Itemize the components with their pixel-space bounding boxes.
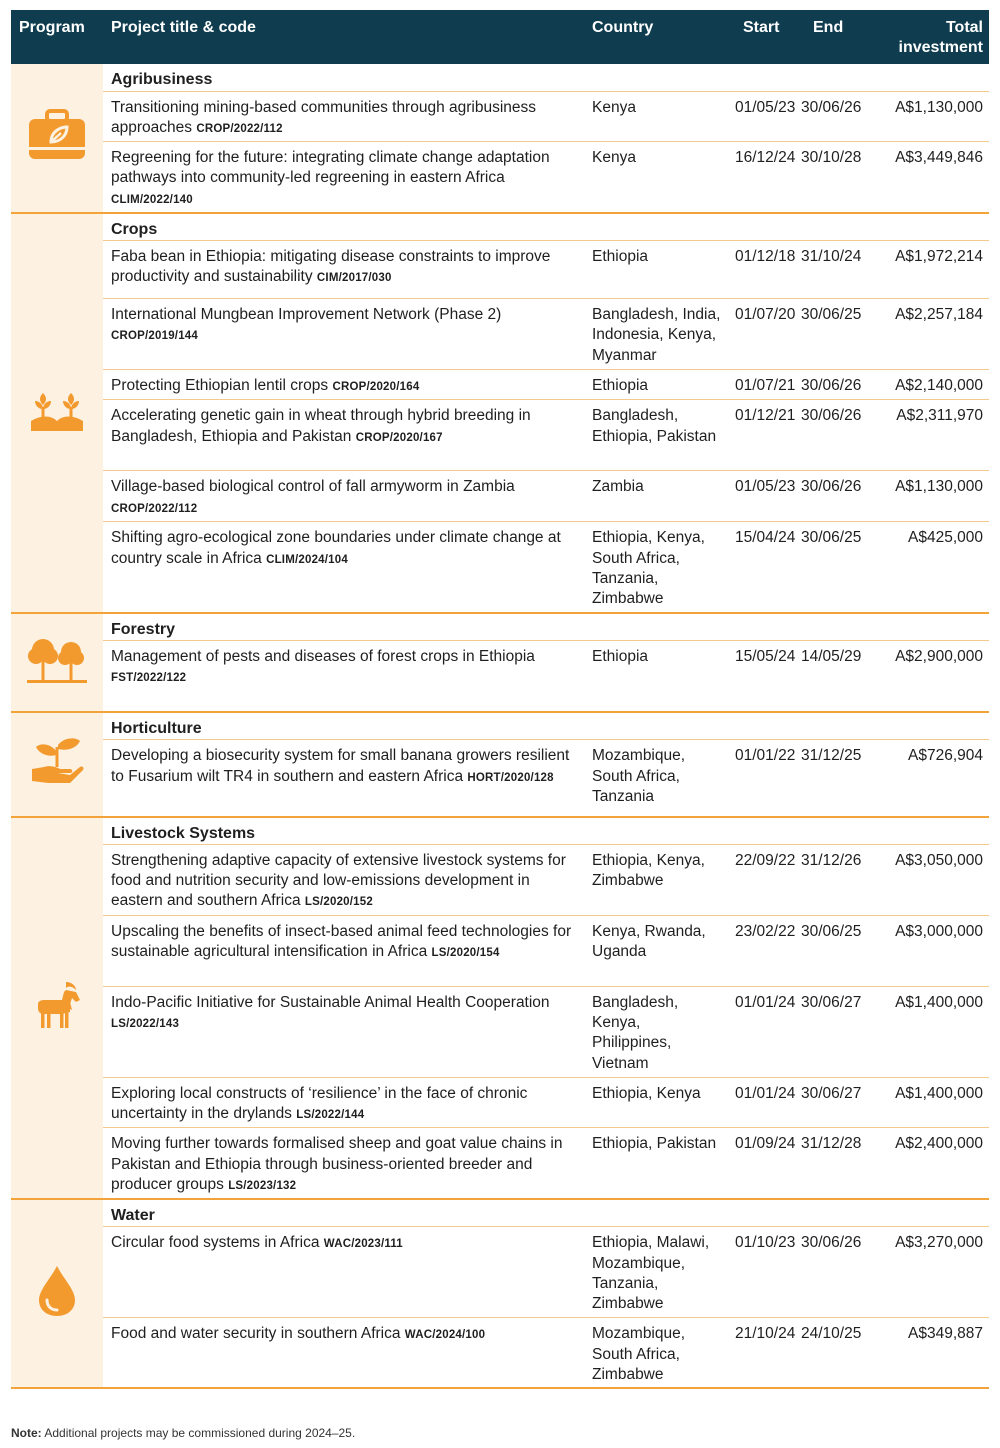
project-title: Exploring local constructs of ‘resilience’ in the face of chronic uncertainty in the drylands (111, 1084, 528, 1123)
project-code: CROP/2020/164 (332, 380, 420, 393)
project-country: Ethiopia (584, 240, 731, 298)
table-row (11, 142, 989, 213)
project-start: 22/09/22 (731, 844, 799, 915)
project-start: 16/12/24 (731, 142, 799, 213)
project-title: Protecting Ethiopian lentil crops (111, 376, 329, 394)
project-title-cell (103, 471, 584, 522)
header-program: Program (11, 10, 103, 64)
project-title-cell (103, 1077, 584, 1128)
project-start: 23/02/22 (731, 915, 799, 986)
project-end: 30/06/25 (799, 522, 871, 613)
project-total: A$1,130,000 (871, 471, 989, 522)
header-start: Start (731, 10, 799, 64)
project-start: 01/01/24 (731, 986, 799, 1077)
header-total: Total investment (871, 10, 989, 64)
project-title-cell (103, 986, 584, 1077)
project-code: LS/2022/144 (296, 1109, 365, 1122)
project-title: Developing a biosecurity system for small banana growers resilient to Fusarium wilt TR4 in southern and eastern Africa (111, 747, 570, 785)
project-code: LS/2020/154 (431, 947, 500, 960)
table-row (11, 1128, 989, 1199)
project-total: A$1,400,000 (871, 1077, 989, 1128)
project-title-cell (103, 1318, 584, 1388)
project-title-cell (103, 240, 584, 298)
table-row (11, 91, 989, 142)
table-row (11, 986, 989, 1077)
project-end: 24/10/25 (799, 1318, 871, 1388)
table-row (11, 844, 989, 915)
project-table (11, 10, 989, 1389)
table-header (11, 10, 989, 64)
project-start: 01/07/21 (731, 369, 799, 399)
table-row (11, 1077, 989, 1128)
project-country: Ethiopia, Kenya, South Africa, Tanzania, Zimbabwe (584, 522, 731, 613)
project-total: A$2,140,000 (871, 369, 989, 399)
section-row-agribusiness (11, 64, 989, 91)
project-title-cell (103, 844, 584, 915)
project-title-cell (103, 298, 584, 369)
table-row (11, 369, 989, 399)
section-title: Crops (103, 213, 989, 241)
project-total: A$2,311,970 (871, 400, 989, 471)
section-title: Forestry (103, 613, 989, 641)
project-code: HORT/2020/128 (467, 771, 554, 784)
project-title: Circular food systems in Africa (111, 1234, 320, 1252)
table-row (11, 522, 989, 613)
project-title-cell (103, 400, 584, 471)
section-title: Agribusiness (103, 64, 989, 91)
table-row (11, 471, 989, 522)
project-country: Ethiopia, Malawi, Mozambique, Tanzania, Zimbabwe (584, 1227, 731, 1318)
project-title: International Mungbean Improvement Network (Phase 2) (111, 305, 502, 323)
project-code: CROP/2020/167 (355, 431, 443, 444)
project-title-cell (103, 91, 584, 142)
program-icon-cell (11, 817, 103, 1199)
project-end: 31/12/28 (799, 1128, 871, 1199)
project-country: Ethiopia (584, 369, 731, 399)
project-end: 31/10/24 (799, 240, 871, 298)
note-text: Additional projects may be commissioned during 2024–25. (44, 1426, 356, 1440)
project-start: 15/04/24 (731, 522, 799, 613)
project-start: 01/10/23 (731, 1227, 799, 1318)
section-title: Water (103, 1199, 989, 1227)
project-total: A$349,887 (871, 1318, 989, 1388)
table-row (11, 298, 989, 369)
project-total: A$1,400,000 (871, 986, 989, 1077)
program-icon-cell (11, 1199, 103, 1388)
project-title-cell (103, 522, 584, 613)
note-label: Note: (11, 1426, 42, 1440)
water-drop-icon (37, 1305, 77, 1322)
table-row (11, 915, 989, 986)
project-country: Ethiopia, Kenya, Zimbabwe (584, 844, 731, 915)
project-country: Bangladesh, India, Indonesia, Kenya, Myanmar (584, 298, 731, 369)
project-country: Mozambique, South Africa, Zimbabwe (584, 1318, 731, 1388)
project-start: 01/09/24 (731, 1128, 799, 1199)
project-code: FST/2022/122 (111, 672, 187, 685)
project-code: LS/2020/152 (304, 896, 373, 909)
project-total: A$1,972,214 (871, 240, 989, 298)
project-end: 31/12/26 (799, 844, 871, 915)
project-total: A$425,000 (871, 522, 989, 613)
project-start: 01/05/23 (731, 471, 799, 522)
project-title-cell (103, 1227, 584, 1318)
project-end: 14/05/29 (799, 640, 871, 712)
project-end: 30/06/26 (799, 1227, 871, 1318)
project-title: Accelerating genetic gain in wheat through hybrid breeding in Bangladesh, Ethiopia and Pakistan (111, 407, 531, 445)
table-row (11, 400, 989, 471)
project-end: 30/06/26 (799, 400, 871, 471)
project-start: 01/12/18 (731, 240, 799, 298)
project-code: CROP/2022/112 (111, 502, 198, 515)
project-code: WAC/2024/100 (404, 1329, 486, 1342)
project-country: Kenya, Rwanda, Uganda (584, 915, 731, 986)
project-title-cell (103, 740, 584, 817)
project-title: Strengthening adaptive capacity of extensive livestock systems for food and nutrition security and low-emissions development in eastern and southern Africa (111, 851, 566, 910)
project-country: Bangladesh, Kenya, Philippines, Vietnam (584, 986, 731, 1077)
header-title: Project title & code (103, 10, 584, 64)
project-code: WAC/2023/111 (323, 1238, 403, 1251)
project-total: A$726,904 (871, 740, 989, 817)
project-country: Kenya (584, 91, 731, 142)
project-code: CLIM/2024/104 (266, 553, 348, 566)
project-start: 01/12/21 (731, 400, 799, 471)
project-code: CROP/2019/144 (111, 330, 198, 343)
project-start: 01/05/23 (731, 91, 799, 142)
program-icon-cell (11, 613, 103, 713)
project-code: LS/2023/132 (228, 1179, 297, 1192)
section-row-crops (11, 213, 989, 241)
section-row-livestock-systems (11, 817, 989, 845)
project-end: 30/06/25 (799, 915, 871, 986)
header-country: Country (584, 10, 731, 64)
section-title: Horticulture (103, 712, 989, 740)
briefcase-leaf-icon (27, 148, 87, 165)
project-title: Faba bean in Ethiopia: mitigating disease constraints to improve productivity and sustainability (111, 247, 551, 286)
project-start: 01/07/20 (731, 298, 799, 369)
header-end: End (799, 10, 871, 64)
project-code: CLIM/2022/140 (111, 193, 193, 206)
project-total: A$3,270,000 (871, 1227, 989, 1318)
project-end: 30/06/26 (799, 369, 871, 399)
project-code: LS/2022/143 (111, 1018, 180, 1031)
table-row (11, 1227, 989, 1318)
project-end: 30/06/27 (799, 986, 871, 1077)
project-title-cell (103, 640, 584, 712)
project-start: 15/05/24 (731, 640, 799, 712)
table-row (11, 240, 989, 298)
project-title: Management of pests and diseases of forest crops in Ethiopia (111, 647, 535, 665)
project-end: 30/06/26 (799, 471, 871, 522)
project-table-wrapper (11, 10, 989, 1389)
program-icon-cell (11, 64, 103, 213)
project-title-cell (103, 915, 584, 986)
project-title: Indo-Pacific Initiative for Sustainable Animal Health Cooperation (111, 993, 550, 1011)
section-title: Livestock Systems (103, 817, 989, 845)
project-end: 30/10/28 (799, 142, 871, 213)
project-total: A$2,900,000 (871, 640, 989, 712)
project-total: A$2,257,184 (871, 298, 989, 369)
project-country: Bangladesh, Ethiopia, Pakistan (584, 400, 731, 471)
section-row-horticulture (11, 712, 989, 740)
footnote (11, 1426, 355, 1440)
hand-seedling-icon (30, 776, 84, 793)
project-start: 21/10/24 (731, 1318, 799, 1388)
project-title: Regreening for the future: integrating climate change adaptation pathways into community-led regreening in eastern Africa (111, 149, 550, 187)
project-total: A$3,000,000 (871, 915, 989, 986)
project-country: Ethiopia, Kenya (584, 1077, 731, 1128)
program-icon-cell (11, 712, 103, 817)
project-title: Moving further towards formalised sheep and goat value chains in Pakistan and Ethiopia through business-oriented breeder and producer groups (111, 1135, 563, 1193)
project-title-cell (103, 369, 584, 399)
project-end: 30/06/26 (799, 91, 871, 142)
project-total: A$2,400,000 (871, 1128, 989, 1199)
project-end: 30/06/25 (799, 298, 871, 369)
project-country: Kenya (584, 142, 731, 213)
project-total: A$3,449,846 (871, 142, 989, 213)
project-end: 31/12/25 (799, 740, 871, 817)
program-icon-cell (11, 213, 103, 613)
project-total: A$3,050,000 (871, 844, 989, 915)
project-title: Upscaling the benefits of insect-based animal feed technologies for sustainable agricultural intensification in Africa (111, 922, 572, 961)
project-title: Shifting agro-ecological zone boundaries under climate change at country scale in Africa (111, 529, 561, 567)
project-total: A$1,130,000 (871, 91, 989, 142)
project-code: CIM/2017/030 (316, 272, 392, 285)
project-title: Food and water security in southern Africa (111, 1325, 401, 1343)
table-row (11, 740, 989, 817)
table-row (11, 1318, 989, 1388)
project-country: Zambia (584, 471, 731, 522)
section-row-forestry (11, 613, 989, 641)
project-code: CROP/2022/112 (196, 122, 283, 135)
project-start: 01/01/22 (731, 740, 799, 817)
project-title: Transitioning mining-based communities through agribusiness approaches (111, 98, 537, 136)
project-start: 01/01/24 (731, 1077, 799, 1128)
project-end: 30/06/27 (799, 1077, 871, 1128)
section-row-water (11, 1199, 989, 1227)
trees-icon (25, 671, 89, 688)
wheat-plants-icon (29, 420, 85, 437)
project-country: Ethiopia, Pakistan (584, 1128, 731, 1199)
project-country: Mozambique, South Africa, Tanzania (584, 740, 731, 817)
table-body (11, 64, 989, 1388)
table-row (11, 640, 989, 712)
project-title-cell (103, 142, 584, 213)
goat-icon (32, 1019, 82, 1036)
project-title-cell (103, 1128, 584, 1199)
project-country: Ethiopia (584, 640, 731, 712)
project-title: Village-based biological control of fall armyworm in Zambia (111, 478, 515, 496)
